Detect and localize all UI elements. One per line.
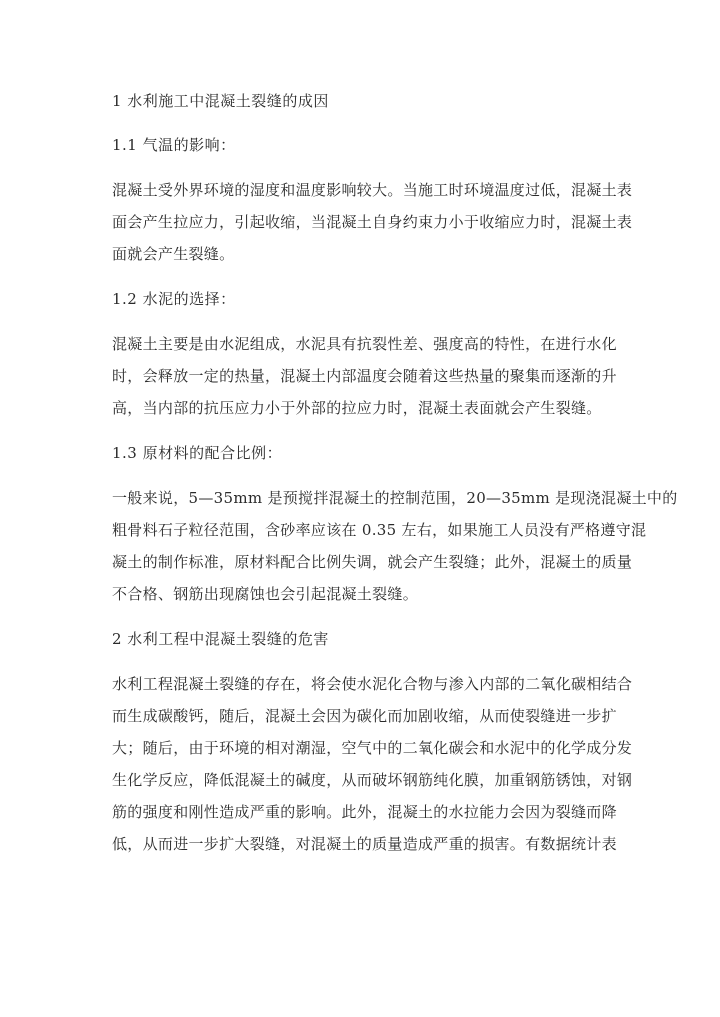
section-heading-2: 2 水利工程中混凝土裂缝的危害 bbox=[112, 630, 329, 648]
text-line: 生化学反应，降低混凝土的碱度，从而破坏钢筋纯化膜，加重钢筋锈蚀，对钢 bbox=[112, 771, 633, 789]
section-heading-1-1: 1.1 气温的影响： bbox=[112, 136, 236, 154]
text-line: 面就会产生裂缝。 bbox=[112, 245, 235, 263]
text-line: 筋的强度和刚性造成严重的影响。此外，混凝土的水拉能力会因为裂缝而降 bbox=[112, 803, 617, 821]
section-heading-1-2: 1.2 水泥的选择： bbox=[112, 290, 236, 308]
text-line: 时，会释放一定的热量，混凝土内部温度会随着这些热量的聚集而逐渐的升 bbox=[112, 367, 617, 385]
paragraph-hazards bbox=[112, 668, 633, 860]
text-line: 凝土的制作标准，原材料配合比例失调，就会产生裂缝；此外，混凝土的质量 bbox=[112, 553, 633, 571]
text-line: 大；随后，由于环境的相对潮湿，空气中的二氧化碳会和水泥中的化学成分发 bbox=[112, 739, 633, 757]
section-heading-1: 1 水利施工中混凝土裂缝的成因 bbox=[112, 92, 329, 110]
section-heading-1-3: 1.3 原材料的配合比例： bbox=[112, 444, 283, 462]
text-line: 粗骨料石子粒径范围，含砂率应该在 0.35 左右，如果施工人员没有严格遵守混 bbox=[112, 521, 647, 539]
text-line: 混凝土主要是由水泥组成，水泥具有抗裂性差、强度高的特性，在进行水化 bbox=[112, 335, 617, 353]
text-line: 面会产生拉应力，引起收缩，当混凝土自身约束力小于收缩应力时，混凝土表 bbox=[112, 213, 633, 231]
paragraph-temperature bbox=[112, 174, 633, 270]
paragraph-cement bbox=[112, 328, 617, 424]
text-line: 不合格、钢筋出现腐蚀也会引起混凝土裂缝。 bbox=[112, 585, 419, 603]
text-line: 一般来说，5—35mm 是预搅拌混凝土的控制范围，20—35mm 是现浇混凝土中的 bbox=[112, 489, 678, 507]
document-page bbox=[112, 86, 678, 874]
paragraph-materials bbox=[112, 482, 678, 610]
text-line: 高，当内部的抗压应力小于外部的拉应力时，混凝土表面就会产生裂缝。 bbox=[112, 399, 602, 417]
text-line: 低，从而进一步扩大裂缝，对混凝土的质量造成严重的损害。有数据统计表 bbox=[112, 835, 617, 853]
text-line: 水利工程混凝土裂缝的存在，将会使水泥化合物与渗入内部的二氧化碳相结合 bbox=[112, 675, 633, 693]
text-line: 混凝土受外界环境的湿度和温度影响较大。当施工时环境温度过低，混凝土表 bbox=[112, 181, 633, 199]
text-line: 而生成碳酸钙，随后，混凝土会因为碳化而加剧收缩，从而使裂缝进一步扩 bbox=[112, 707, 617, 725]
